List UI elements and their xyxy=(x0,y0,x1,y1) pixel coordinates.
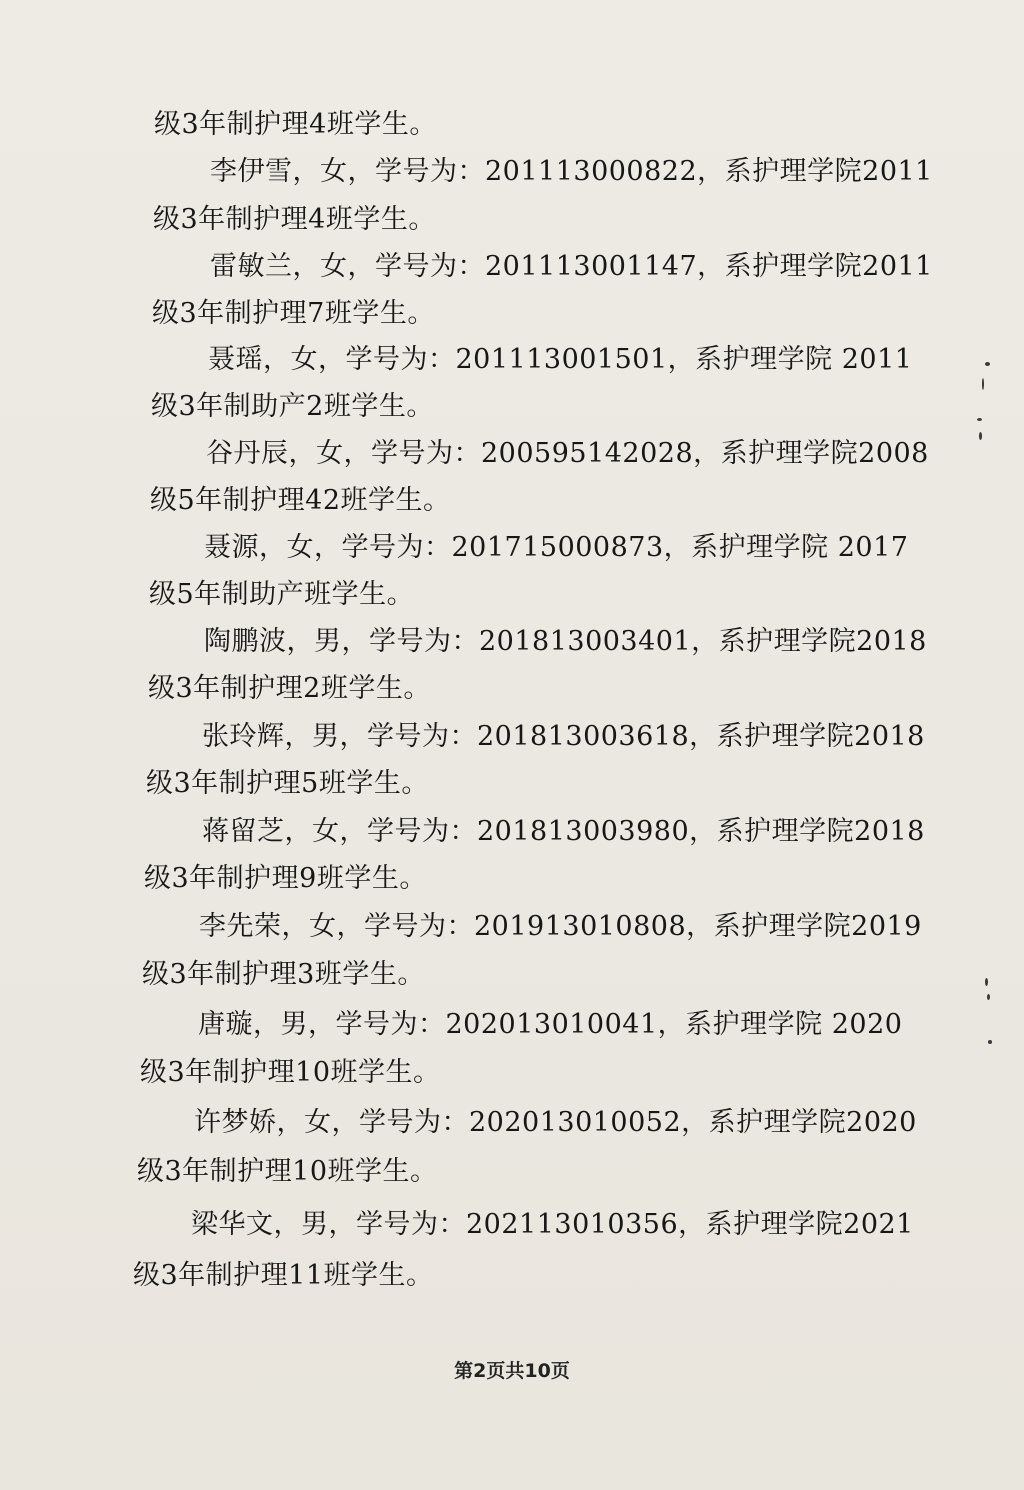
scan-speck xyxy=(985,362,990,366)
text-line: 聂源，女，学号为：201715000873，系护理学院 2017 xyxy=(204,532,909,563)
text-line: 级3年制护理4班学生。 xyxy=(153,204,436,235)
scan-speck xyxy=(987,994,990,1000)
text-line: 李先荣，女，学号为：201913010808，系护理学院2019 xyxy=(199,911,922,942)
text-line: 级3年制护理9班学生。 xyxy=(144,863,427,894)
text-line: 级3年制护理3班学生。 xyxy=(142,959,425,990)
scan-speck xyxy=(977,418,982,421)
page-footer: 第2页共10页 xyxy=(454,1360,570,1382)
text-line: 张玲辉，男，学号为：201813003618，系护理学院2018 xyxy=(202,721,925,752)
scan-speck xyxy=(985,978,988,986)
text-line: 级3年制护理10班学生。 xyxy=(137,1156,438,1187)
text-line: 级5年制助产班学生。 xyxy=(149,579,415,610)
text-line: 级3年制护理5班学生。 xyxy=(146,768,429,799)
text-line: 级5年制护理42班学生。 xyxy=(150,485,451,516)
text-line: 雷敏兰，女，学号为：201113001147，系护理学院2011 xyxy=(210,251,933,282)
text-line: 级3年制护理4班学生。 xyxy=(154,109,437,140)
text-line: 李伊雪，女，学号为：201113000822，系护理学院2011 xyxy=(210,156,933,187)
text-line: 级3年制护理11班学生。 xyxy=(133,1260,434,1291)
text-line: 谷丹辰，女，学号为：200595142028，系护理学院2008 xyxy=(206,438,929,469)
text-line: 蒋留芝，女，学号为：201813003980，系护理学院2018 xyxy=(202,816,925,847)
text-line: 级3年制护理10班学生。 xyxy=(140,1057,441,1088)
text-line: 级3年制护理2班学生。 xyxy=(148,673,431,704)
text-line: 级3年制助产2班学生。 xyxy=(151,391,434,422)
scan-speck xyxy=(979,432,982,440)
scan-speck xyxy=(982,378,984,390)
text-line: 唐璇，男，学号为：202013010041，系护理学院 2020 xyxy=(198,1009,903,1040)
text-line: 级3年制护理7班学生。 xyxy=(152,298,435,329)
text-line: 聂瑶，女，学号为：201113001501，系护理学院 2011 xyxy=(208,344,913,375)
text-line: 许梦娇，女，学号为：202013010052，系护理学院2020 xyxy=(194,1107,917,1138)
scan-speck xyxy=(988,1040,992,1044)
text-line: 陶鹏波，男，学号为：201813003401，系护理学院2018 xyxy=(204,626,927,657)
text-line: 梁华文，男，学号为：202113010356，系护理学院2021 xyxy=(191,1209,914,1240)
